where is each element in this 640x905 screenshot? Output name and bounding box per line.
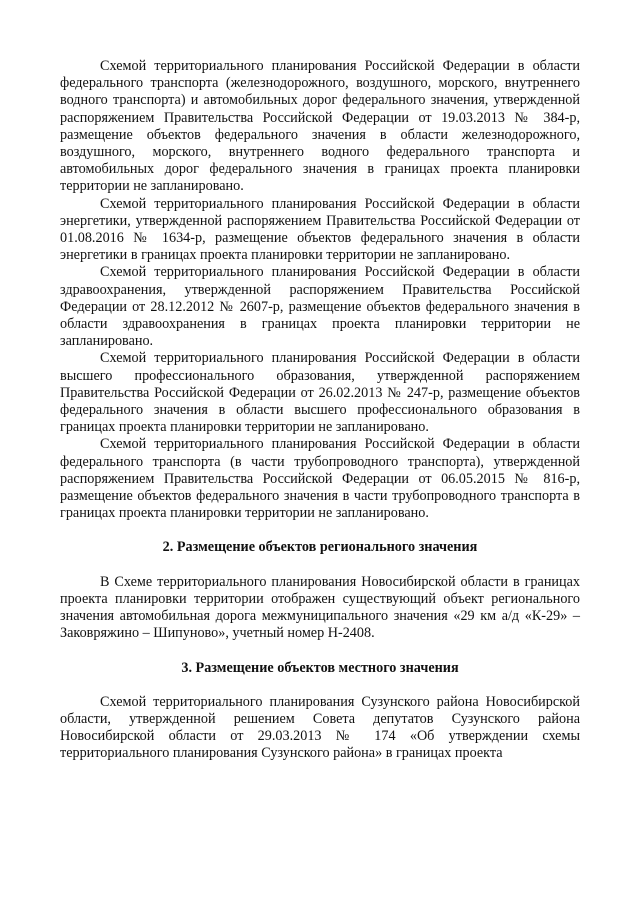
paragraph-federal-transport: Схемой территориального планирования Российской Федерации в области федерального транспорта (железнодорожного, воздушного, морского, внутреннего водного транспорта) и автомобильных дорог федерального значения, утвержденной распоряжением Правительства Российской Федерации от 19.03.2013 № 384-р, размещение объектов федерального значения в области железнодорожного, воздушного, морского, внутреннего водного федерального транспорта и автомобильных дорог федерального значения в границах проекта планировки территории не запланировано. bbox=[60, 58, 580, 195]
paragraph-higher-education: Схемой территориального планирования Российской Федерации в области высшего профессионального образования, утвержденной распоряжением Правительства Российской Федерации от 26.02.2013 № 247-р, размещение объектов федерального значения в области высшего профессионального образования в границах проекта планировки территории не запланировано. bbox=[60, 350, 580, 436]
paragraph-pipeline-transport: Схемой территориального планирования Российской Федерации в области федерального транспорта (в части трубопроводного транспорта), утвержденной распоряжением Правительства Российской Федерации от 06.05.2015 № 816-р, размещение объектов федерального значения в части трубопроводного транспорта в границах проекта планировки территории не запланировано. bbox=[60, 436, 580, 522]
paragraph-regional: В Схеме территориального планирования Новосибирской области в границах проекта планировки территории отображен существующий объект регионального значения автомобильная дорога межмуниципального значения «29 км а/д «К-29» – Заковряжино – Шипуново», учетный номер Н-2408. bbox=[60, 573, 580, 642]
document-body bbox=[60, 58, 580, 763]
paragraph-local: Схемой территориального планирования Сузунского района Новосибирской области, утвержденной решением Совета депутатов Сузунского района Новосибирской области от 29.03.2013 № 174 «Об утверждении схемы территориального планирования Сузунского района» в границах проекта bbox=[60, 693, 580, 762]
section-heading-regional: 2. Размещение объектов регионального значения bbox=[162, 539, 478, 556]
paragraph-energy: Схемой территориального планирования Российской Федерации в области энергетики, утвержденной распоряжением Правительства Российской Федерации от 01.08.2016 № 1634-р, размещение объектов федерального значения в области энергетики в границах проекта планировки территории не запланировано. bbox=[60, 195, 580, 264]
section-heading-local: 3. Размещение объектов местного значения bbox=[181, 659, 459, 676]
paragraph-healthcare: Схемой территориального планирования Российской Федерации в области здравоохранения, утвержденной распоряжением Правительства Российской Федерации от 28.12.2012 № 2607-р, размещение объектов федерального значения в области здравоохранения в границах проекта планировки территории не запланировано. bbox=[60, 264, 580, 350]
